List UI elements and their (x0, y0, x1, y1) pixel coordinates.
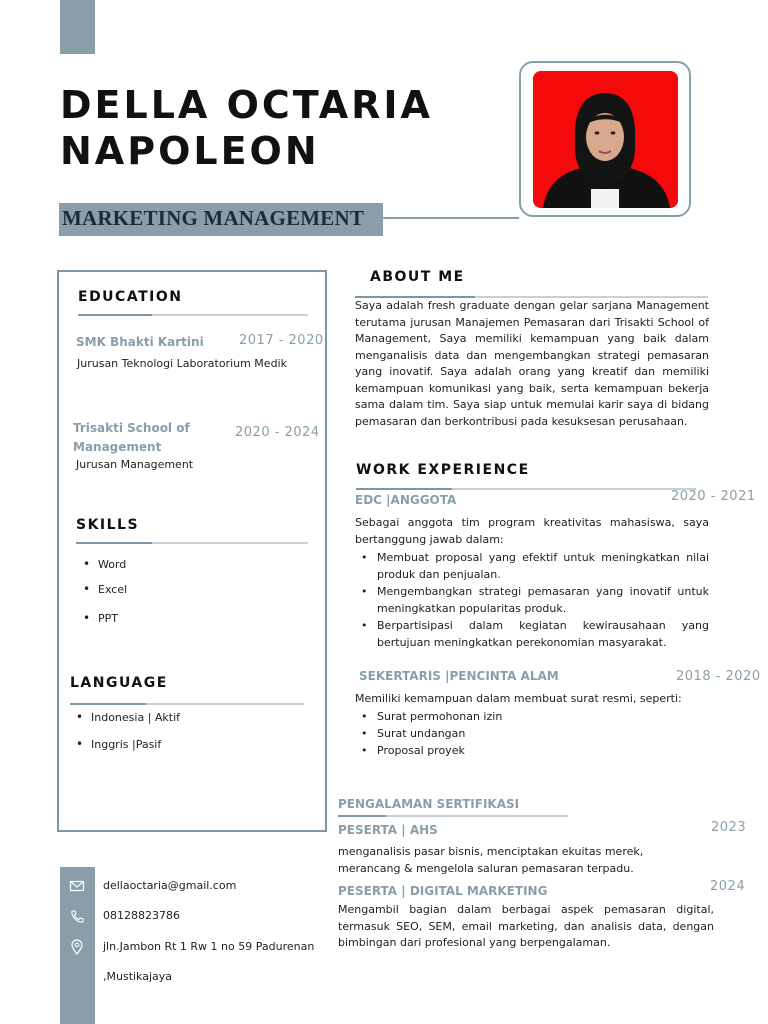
job-years-2: 2018 - 2020 (676, 669, 761, 684)
phone-icon (69, 909, 85, 925)
top-accent-tab (60, 0, 95, 54)
about-title: ABOUT ME (370, 269, 465, 285)
role-divider-line (383, 217, 519, 219)
location-icon (69, 939, 85, 955)
education-school-2: Trisakti School of Management (73, 421, 190, 454)
mail-icon (69, 878, 85, 894)
education-divider (78, 314, 308, 316)
cert-role-2: PESERTA | DIGITAL MARKETING (338, 884, 548, 898)
skills-title: SKILLS (76, 517, 140, 533)
list-item: • Surat permohonan izin (355, 708, 709, 725)
about-text: Saya adalah fresh graduate dengan gelar sarjana Management terutama jurusan Manajemen Pemasaran dari Trisakti School of Management, Saya memiliki kemampuan yang baik dalam menganalisis data dan mengembangkan strategi pemasaran yang inovatif. Saya adalah orang yang kreatif dan memiliki kemampuan komunikasi yang baik, serta kemampuan bekerja sama dalam tim. Saya siap untuk memulai karir saya di bidang pemasaran dan berkontribusi pada kesuksesan perusahaan. (355, 299, 709, 428)
cert-year-2: 2024 (710, 879, 746, 894)
language-item: • Indonesia | Aktif (91, 711, 180, 724)
skill-item: • Word (98, 558, 126, 571)
profile-photo (533, 71, 678, 208)
certification-divider (338, 815, 568, 817)
list-item: • Membuat proposal yang efektif untuk meningkatkan nilai produk dan penjualan. (355, 549, 709, 583)
skills-divider (76, 542, 308, 544)
contact-phone: 08128823786 (103, 909, 180, 922)
skill-item: • Excel (98, 583, 127, 596)
list-item: • Mengembangkan strategi pemasaran yang inovatif untuk meningkatkan popularitas produk. (355, 583, 709, 617)
education-major-2: Jurusan Management (76, 458, 194, 471)
job-years-1: 2020 - 2021 (671, 489, 756, 504)
language-title: LANGUAGE (70, 675, 168, 691)
work-title: WORK EXPERIENCE (356, 462, 530, 478)
education-school-1: SMK Bhakti Kartini (76, 335, 204, 349)
contact-address-line1: jln.Jambon Rt 1 Rw 1 no 59 Padurenan (103, 940, 315, 953)
certification-title: PENGALAMAN SERTIFIKASI (338, 797, 520, 811)
list-item: • Surat undangan (355, 725, 709, 742)
skill-item: • PPT (98, 612, 118, 625)
candidate-name: DELLA OCTARIA NAPOLEON (60, 83, 433, 173)
list-item: • Berpartisipasi dalam kegiatan kewirausahaan yang bertujuan meningkatkan perekonomian masyarakat. (355, 617, 709, 651)
cert-year-1: 2023 (711, 820, 747, 835)
job-role-1: EDC |ANGGOTA (355, 493, 457, 507)
job-desc-2: Memiliki kemampuan dalam membuat surat resmi, seperti: (355, 692, 682, 705)
job-desc-1: Sebagai anggota tim program kreativitas mahasiswa, saya bertanggung jawab dalam: (355, 516, 709, 546)
work-divider (356, 488, 696, 490)
education-years-2: 2020 - 2024 (235, 425, 320, 440)
language-divider (70, 703, 304, 705)
job-bullets-1 (355, 549, 709, 651)
education-major-1: Jurusan Teknologi Laboratorium Medik (77, 357, 287, 370)
education-title: EDUCATION (78, 289, 183, 305)
cert-text-1: menganalisis pasar bisnis, menciptakan ekuitas merek, merancang & mengelola saluran pemasaran terpadu. (338, 845, 644, 875)
cert-text-2: Mengambil bagian dalam berbagai aspek pemasaran digital, termasuk SEO, SEM, email marketing, dan analisis data, dengan bimbingan dari profesional yang berpengalaman. (338, 903, 714, 949)
job-role-2: SEKERTARIS |PENCINTA ALAM (359, 669, 559, 683)
language-item: • Inggris |Pasif (91, 738, 161, 751)
contact-email: dellaoctaria@gmail.com (103, 879, 237, 892)
contact-address-line2: ,Mustikajaya (103, 970, 173, 983)
cert-role-1: PESERTA | AHS (338, 823, 438, 837)
role-title: MARKETING MANAGEMENT (62, 206, 365, 230)
job-bullets-2 (355, 708, 709, 759)
education-years-1: 2017 - 2020 (239, 333, 324, 348)
list-item: • Proposal proyek (355, 742, 709, 759)
